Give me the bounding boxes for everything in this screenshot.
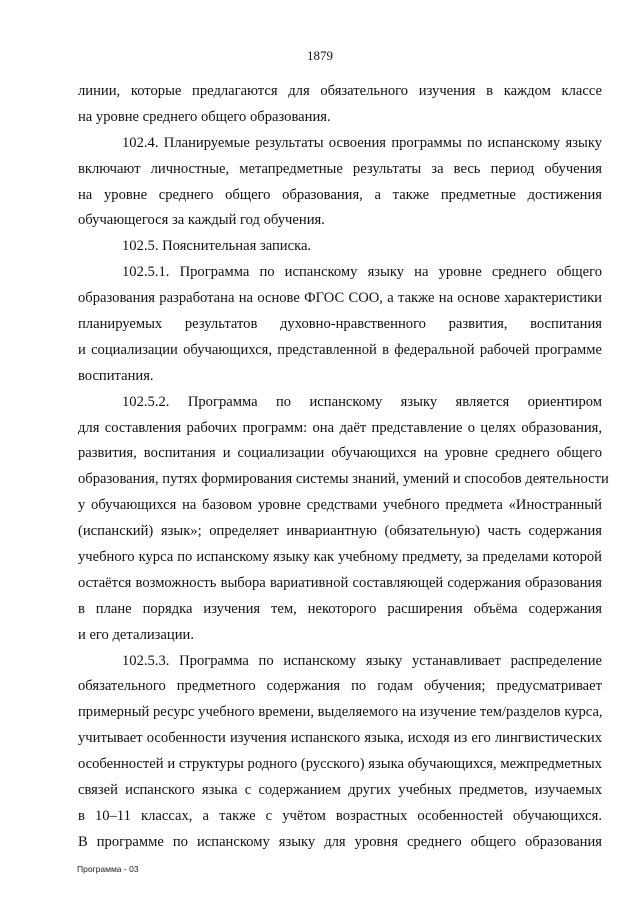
text-line: 102.5.2. Программа по испанскому языку является ориентиром: [122, 393, 602, 410]
text-line: образования разработана на основе ФГОС СОО, а также на основе характеристики: [78, 290, 602, 307]
page-footer: Программа - 03: [77, 864, 139, 874]
text-line: в плане порядка изучения тем, некоторого расширения объёма содержания: [78, 600, 602, 617]
text-line: 102.4. Планируемые результаты освоения программы по испанскому языку: [122, 134, 602, 151]
body-text: [78, 79, 609, 856]
text-line: учебного курса по испанскому языку как учебному предмету, за пределами которой: [78, 549, 602, 566]
text-line: линии, которые предлагаются для обязательного изучения в каждом классе: [78, 83, 602, 99]
text-line: в 10–11 классах, а также с учётом возрастных особенностей обучающихся.: [78, 807, 602, 824]
text-line: В программе по испанскому языку для уровня среднего общего образования: [78, 833, 602, 850]
text-line: развития, воспитания и социализации обучающихся на уровне среднего общего: [78, 445, 602, 462]
text-line: на уровне среднего общего образования.: [78, 108, 331, 125]
text-line: обязательного предметного содержания по годам обучения; предусматривает: [78, 678, 602, 695]
text-line: для составления рабочих программ: она даёт представление о целях образования,: [78, 419, 602, 436]
text-line: на уровне среднего общего образования, а также предметные достижения: [78, 186, 602, 203]
text-line: учитывает особенности изучения испанского языка, исходя из его лингвистических: [78, 730, 602, 747]
text-line: и социализации обучающихся, представленной в федеральной рабочей программе: [78, 341, 602, 358]
text-line: образования, путях формирования системы знаний, умений и способов деятельности: [78, 471, 609, 488]
text-line: воспитания.: [78, 367, 154, 384]
page-number: 1879: [307, 48, 333, 63]
text-line: 102.5. Пояснительная записка.: [122, 238, 312, 255]
text-line: планируемых результатов духовно-нравственного развития, воспитания: [78, 316, 602, 333]
text-line: примерный ресурс учебного времени, выделяемого на изучение тем/разделов курса,: [78, 704, 603, 721]
text-line: у обучающихся на базовом уровне средствами учебного предмета «Иностранный: [78, 497, 602, 514]
text-line: обучающегося за каждый год обучения.: [78, 212, 325, 229]
text-line: и его детализации.: [78, 626, 194, 643]
text-line: включают личностные, метапредметные результаты за весь период обучения: [78, 160, 602, 177]
text-line: остаётся возможность выбора вариативной составляющей содержания образования: [78, 574, 602, 591]
text-line: 102.5.3. Программа по испанскому языку устанавливает распределение: [122, 652, 602, 669]
text-line: особенностей и структуры родного (русского) языка обучающихся, межпредметных: [78, 756, 602, 773]
text-line: 102.5.1. Программа по испанскому языку на уровне среднего общего: [122, 264, 602, 281]
text-line: связей испанского языка с содержанием других учебных предметов, изучаемых: [78, 782, 602, 799]
text-line: (испанский) язык»; определяет инвариантную (обязательную) часть содержания: [78, 523, 602, 540]
